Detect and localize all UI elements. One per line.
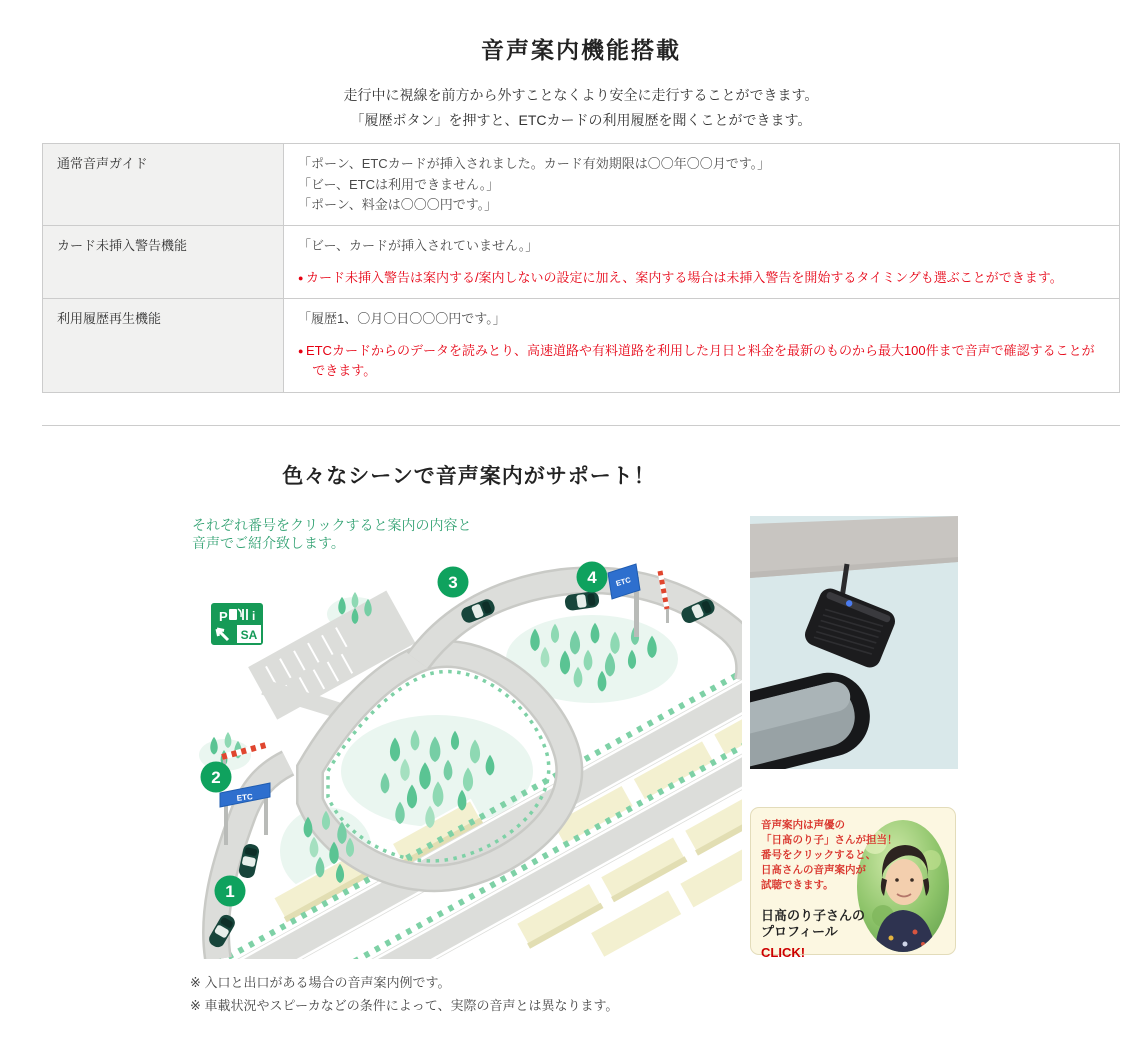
voice-quote: 「ビー、ETCは利用できません。」 bbox=[298, 176, 500, 192]
row-value bbox=[284, 144, 1120, 225]
footnote: ※ 車載状況やスピーカなどの条件によって、実際の音声とは異なります。 bbox=[190, 998, 619, 1014]
map-intro-text: それぞれ番号をクリックすると案内の内容と 音声でご紹介致します。 bbox=[192, 516, 472, 552]
row-label: 利用履歴再生機能 bbox=[43, 299, 284, 392]
row-value bbox=[284, 299, 1120, 392]
info-icon: i bbox=[252, 609, 256, 624]
profile-name: 日髙のり子さんの プロフィール bbox=[761, 907, 866, 940]
voice-quote: 「ポーン、料金は〇〇〇円です。」 bbox=[298, 196, 498, 212]
description-line: 「履歴ボタン」を押すと、ETCカードの利用履歴を聞くことができます。 bbox=[350, 112, 812, 129]
map-marker-4[interactable] bbox=[577, 562, 608, 593]
svg-text:4: 4 bbox=[587, 568, 597, 588]
etc-gantry-sign: ETC bbox=[614, 575, 632, 589]
voice-quote: 「ポーン、ETCカードが挿入されました。カード有効期限は〇〇年〇〇月です。」 bbox=[298, 156, 771, 172]
sa-label: SA bbox=[240, 628, 258, 643]
map-marker-3[interactable] bbox=[438, 567, 469, 598]
section1-header bbox=[42, 0, 1120, 133]
row-value bbox=[284, 225, 1120, 298]
map-marker-1[interactable] bbox=[215, 876, 246, 907]
table-row bbox=[43, 225, 1120, 298]
svg-text:1: 1 bbox=[225, 882, 235, 902]
parking-p-icon: P bbox=[219, 609, 228, 625]
voice-actor-profile-card[interactable] bbox=[750, 807, 956, 961]
description-line: 走行中に視線を前方から外すことなくより安全に走行することができます。 bbox=[343, 87, 819, 103]
footnotes bbox=[190, 972, 1120, 1018]
page-title: 音声案内機能搭載 bbox=[481, 38, 681, 63]
svg-text:2: 2 bbox=[211, 768, 221, 788]
section1-description bbox=[42, 83, 1120, 133]
fuel-pump-icon bbox=[229, 609, 237, 620]
voice-quote: 「履歴1、〇月〇日〇〇〇円です。」 bbox=[298, 311, 506, 327]
profile-click-link[interactable]: CLICK! bbox=[761, 945, 806, 961]
svg-text:3: 3 bbox=[448, 573, 458, 593]
footnote: ※ 入口と出口がある場合の音声案内例です。 bbox=[190, 975, 451, 991]
red-note: ● ETCカードからのデータを読みとり、高速道路や有料道路を利用した月日と料金を最新のものから最大100件まで音声で確認することができます。 bbox=[298, 341, 1105, 381]
map-marker-2[interactable] bbox=[201, 762, 232, 793]
section-divider bbox=[42, 425, 1120, 426]
voice-quote: 「ビー、カードが挿入されていません。」 bbox=[298, 237, 539, 253]
red-note: ● カード未挿入警告は案内する/案内しないの設定に加え、案内する場合は未挿入警告を開始するタイミングも選ぶことができます。 bbox=[298, 268, 1105, 288]
row-label: カード未挿入警告機能 bbox=[43, 225, 284, 298]
row-label: 通常音声ガイド bbox=[43, 144, 284, 225]
section2-title: 色々なシーンで音声案内がサポート！ bbox=[282, 463, 656, 488]
table-row bbox=[43, 299, 1120, 392]
service-area-sign bbox=[210, 602, 264, 646]
profile-description: 音声案内は声優の 「日髙のり子」さんが担当！ 番号をクリックすると、 日髙さんの音声案内が 試聴できます。 bbox=[761, 818, 898, 892]
table-row bbox=[43, 144, 1120, 225]
voice-feature-table bbox=[42, 143, 1120, 392]
etc-device-photo bbox=[750, 516, 958, 769]
interchange-map-illustration bbox=[190, 559, 742, 959]
etc-gate-sign: ETC bbox=[236, 792, 254, 804]
